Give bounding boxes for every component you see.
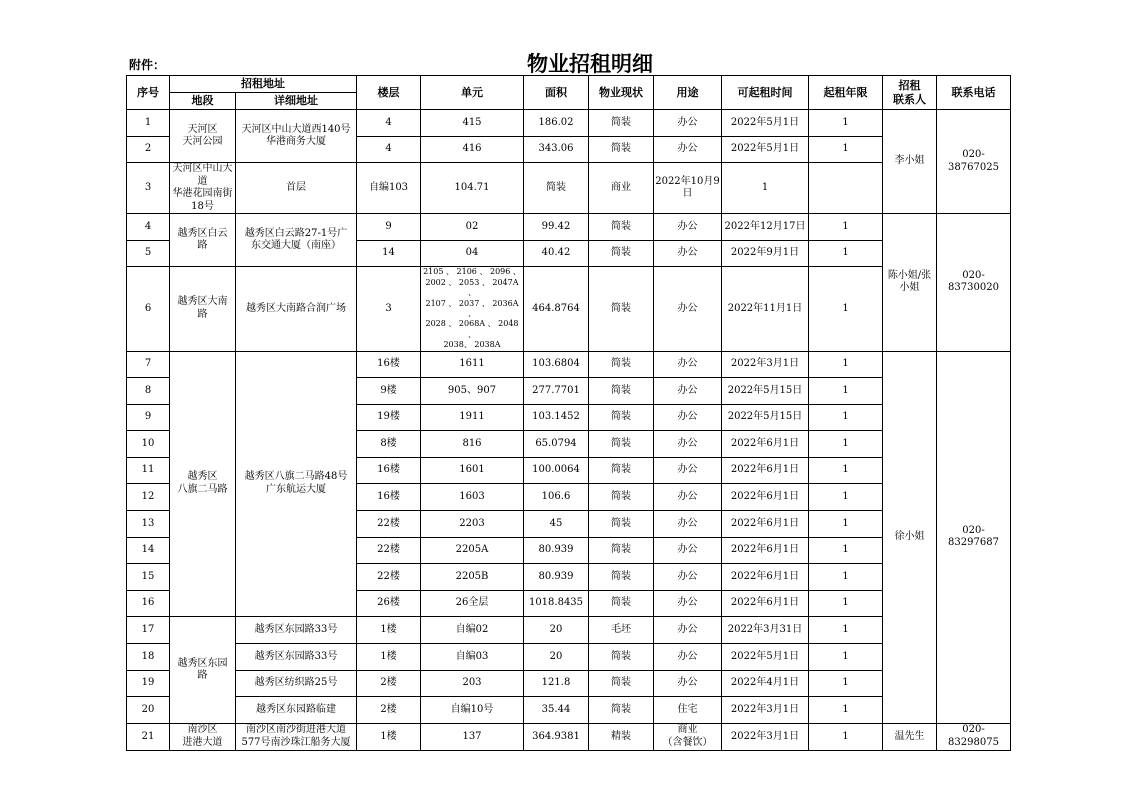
- cell-available-time: 2022年3月31日: [722, 617, 809, 644]
- cell-available-time: 2022年6月1日: [722, 590, 809, 617]
- cell-available-time: 2022年5月1日: [722, 644, 809, 671]
- cell-seq: 20: [127, 697, 170, 724]
- cell-unit: 1603: [421, 484, 524, 511]
- cell-unit: 816: [421, 431, 524, 458]
- cell-usage: 商业: [589, 163, 654, 214]
- cell-detail-address: 天河区中山大道 华港花园南街18号: [170, 163, 236, 214]
- cell-available-time: 2022年4月1日: [722, 670, 809, 697]
- table-row: [127, 163, 1011, 214]
- cell-floor: 22楼: [357, 564, 421, 591]
- cell-section: 越秀区东园 路: [170, 617, 236, 723]
- cell-min-years: 1: [809, 136, 883, 163]
- cell-available-time: 2022年12月17日: [722, 214, 809, 241]
- cell-detail-address: 越秀区东园路临建: [236, 697, 357, 724]
- cell-detail-address: 越秀区东园路33号: [236, 644, 357, 671]
- cell-area: 40.42: [524, 240, 589, 267]
- cell-status: 简装: [589, 404, 654, 431]
- cell-area: 45: [524, 511, 589, 538]
- cell-available-time: 2022年5月15日: [722, 404, 809, 431]
- cell-min-years: 1: [809, 484, 883, 511]
- cell-phone: 020-38767025: [937, 110, 1011, 214]
- cell-usage: 办公: [654, 136, 722, 163]
- cell-usage: 商业 （含餐饮）: [654, 723, 722, 750]
- cell-floor: 3: [357, 267, 421, 351]
- cell-min-years: 1: [809, 564, 883, 591]
- header-seq: 序号: [127, 76, 170, 110]
- cell-min-years: 1: [809, 723, 883, 750]
- cell-area: 464.8764: [524, 267, 589, 351]
- cell-area: 1018.8435: [524, 590, 589, 617]
- cell-usage: 办公: [654, 511, 722, 538]
- cell-unit: 2205B: [421, 564, 524, 591]
- cell-floor: 1楼: [357, 644, 421, 671]
- cell-status: 简装: [589, 670, 654, 697]
- cell-area: 186.02: [524, 110, 589, 137]
- cell-area: 104.71: [421, 163, 524, 214]
- cell-status: 简装: [589, 564, 654, 591]
- cell-min-years: 1: [809, 378, 883, 405]
- cell-min-years: 1: [809, 457, 883, 484]
- cell-contact: 李小姐: [883, 110, 937, 214]
- cell-usage: 住宅: [654, 697, 722, 724]
- cell-status: 简装: [589, 136, 654, 163]
- page-title: 物业招租明细: [527, 52, 653, 76]
- cell-unit: 自编10号: [421, 697, 524, 724]
- cell-min-years: 1: [809, 590, 883, 617]
- cell-usage: 办公: [654, 457, 722, 484]
- cell-seq: 12: [127, 484, 170, 511]
- cell-usage: 办公: [654, 404, 722, 431]
- cell-contact: 徐小姐: [883, 351, 937, 723]
- cell-detail-address: 越秀区八旗二马路48号 广东航运大厦: [236, 351, 357, 617]
- cell-floor: 14: [357, 240, 421, 267]
- cell-unit: 自编02: [421, 617, 524, 644]
- cell-status: 简装: [589, 590, 654, 617]
- cell-status: 毛坯: [589, 617, 654, 644]
- cell-min-years: 1: [809, 267, 883, 351]
- cell-status: 精装: [589, 723, 654, 750]
- cell-unit: 2105 、 2106 、 2096 、 2002 、 2053 、 2047A 、 2107 、 2037 、 2036A 、 2028 、 2068A 、 2048 、 2038、 2038A: [421, 267, 524, 351]
- cell-usage: 办公: [654, 590, 722, 617]
- cell-section: 越秀区大南 路: [170, 267, 236, 351]
- cell-floor: 4: [357, 110, 421, 137]
- cell-area: 80.939: [524, 564, 589, 591]
- header-usage: 用途: [654, 76, 722, 110]
- cell-usage: 办公: [654, 617, 722, 644]
- table-row: [127, 697, 1011, 724]
- cell-section: 南沙区 进港大道: [170, 723, 236, 750]
- cell-area: 106.6: [524, 484, 589, 511]
- cell-phone: 020-83298075: [937, 723, 1011, 750]
- cell-floor: 4: [357, 136, 421, 163]
- cell-unit: 1611: [421, 351, 524, 378]
- cell-phone: 020-83730020: [937, 214, 1011, 351]
- cell-area: 20: [524, 644, 589, 671]
- table-row: [127, 267, 1011, 351]
- cell-usage: 办公: [654, 240, 722, 267]
- cell-floor: 22楼: [357, 537, 421, 564]
- cell-usage: 办公: [654, 644, 722, 671]
- cell-available-time: 2022年3月1日: [722, 351, 809, 378]
- cell-floor: 22楼: [357, 511, 421, 538]
- table-row: [127, 617, 1011, 644]
- cell-area: 99.42: [524, 214, 589, 241]
- cell-section: 越秀区 八旗二马路: [170, 351, 236, 617]
- cell-available-time: 2022年6月1日: [722, 484, 809, 511]
- cell-floor: 1楼: [357, 723, 421, 750]
- cell-seq: 2: [127, 136, 170, 163]
- cell-seq: 18: [127, 644, 170, 671]
- cell-seq: 15: [127, 564, 170, 591]
- cell-unit: 26全层: [421, 590, 524, 617]
- cell-available-time: 2022年6月1日: [722, 431, 809, 458]
- cell-seq: 5: [127, 240, 170, 267]
- cell-available-time: 2022年5月1日: [722, 136, 809, 163]
- cell-available-time: 2022年6月1日: [722, 564, 809, 591]
- cell-min-years: 1: [809, 617, 883, 644]
- cell-status: 简装: [589, 537, 654, 564]
- cell-available-time: 2022年3月1日: [722, 697, 809, 724]
- cell-seq: 3: [127, 163, 170, 214]
- cell-usage: 办公: [654, 267, 722, 351]
- cell-unit: 2205A: [421, 537, 524, 564]
- table-body: [127, 110, 1011, 751]
- cell-available-time: 2022年6月1日: [722, 537, 809, 564]
- cell-unit: 1911: [421, 404, 524, 431]
- cell-status: 简装: [589, 240, 654, 267]
- cell-status: 简装: [589, 697, 654, 724]
- attachment-label: 附件：: [129, 58, 166, 72]
- header-area: 面积: [524, 76, 589, 110]
- cell-usage: 办公: [654, 110, 722, 137]
- cell-usage: 办公: [654, 537, 722, 564]
- cell-available-time: 2022年5月1日: [722, 110, 809, 137]
- cell-floor: 8楼: [357, 431, 421, 458]
- cell-phone: 020-83297687: [937, 351, 1011, 723]
- cell-available-time: 2022年5月15日: [722, 378, 809, 405]
- header-min-years: 起租年限: [809, 76, 883, 110]
- cell-contact: 陈小姐/张 小姐: [883, 214, 937, 351]
- cell-detail-address: 越秀区白云路27-1号广 东交通大厦（南座）: [236, 214, 357, 267]
- cell-status: 简装: [589, 511, 654, 538]
- table-row: [127, 723, 1011, 750]
- cell-unit: 203: [421, 670, 524, 697]
- header-floor: 楼层: [357, 76, 421, 110]
- cell-min-years: 1: [809, 214, 883, 241]
- rental-table: [126, 75, 1011, 751]
- cell-detail-address: 越秀区东园路33号: [236, 617, 357, 644]
- cell-seq: 1: [127, 110, 170, 137]
- cell-seq: 8: [127, 378, 170, 405]
- cell-seq: 9: [127, 404, 170, 431]
- cell-available-time: 2022年6月1日: [722, 511, 809, 538]
- cell-detail-address: 越秀区纺织路25号: [236, 670, 357, 697]
- cell-area: 20: [524, 617, 589, 644]
- header-section: 地段: [170, 93, 236, 110]
- table-row: [127, 644, 1011, 671]
- cell-detail-address: 南沙区南沙街进港大道 577号南沙珠江船务大厦: [236, 723, 357, 750]
- cell-min-years: 1: [809, 644, 883, 671]
- cell-min-years: 1: [809, 240, 883, 267]
- cell-seq: 6: [127, 267, 170, 351]
- cell-floor: 16楼: [357, 484, 421, 511]
- cell-seq: 21: [127, 723, 170, 750]
- cell-area: 80.939: [524, 537, 589, 564]
- table-row: [127, 214, 1011, 241]
- cell-seq: 10: [127, 431, 170, 458]
- cell-seq: 11: [127, 457, 170, 484]
- cell-floor: 9楼: [357, 378, 421, 405]
- cell-available-time: 2022年9月1日: [722, 240, 809, 267]
- cell-seq: 16: [127, 590, 170, 617]
- cell-seq: 19: [127, 670, 170, 697]
- cell-floor: 2楼: [357, 670, 421, 697]
- cell-floor: 16楼: [357, 351, 421, 378]
- cell-unit: 415: [421, 110, 524, 137]
- cell-status: 简装: [589, 378, 654, 405]
- cell-status: 简装: [589, 644, 654, 671]
- cell-floor: 2楼: [357, 697, 421, 724]
- cell-detail-address: 越秀区大南路合润广场: [236, 267, 357, 351]
- cell-unit: 905、907: [421, 378, 524, 405]
- cell-detail-address: 天河区中山大道西140号 华港商务大厦: [236, 110, 357, 163]
- cell-area: 35.44: [524, 697, 589, 724]
- cell-available-time: 2022年11月1日: [722, 267, 809, 351]
- cell-available-time: 2022年6月1日: [722, 457, 809, 484]
- header-available-time: 可起租时间: [722, 76, 809, 110]
- cell-status: 简装: [589, 457, 654, 484]
- table-row: [127, 110, 1011, 137]
- cell-status: 简装: [589, 267, 654, 351]
- header-contact: [883, 76, 937, 110]
- header-phone: 联系电话: [937, 76, 1011, 110]
- header-address-group: 招租地址: [170, 76, 357, 93]
- cell-floor: 19楼: [357, 404, 421, 431]
- cell-unit: 416: [421, 136, 524, 163]
- cell-status: 简装: [524, 163, 589, 214]
- cell-unit: 02: [421, 214, 524, 241]
- cell-status: 简装: [589, 351, 654, 378]
- cell-min-years: 1: [809, 110, 883, 137]
- header-detail-address: 详细地址: [236, 93, 357, 110]
- header-contact-line2: 联系人: [893, 92, 926, 106]
- cell-seq: 7: [127, 351, 170, 378]
- cell-area: 100.0064: [524, 457, 589, 484]
- cell-status: 简装: [589, 214, 654, 241]
- cell-floor: 首层: [236, 163, 357, 214]
- cell-unit: 137: [421, 723, 524, 750]
- cell-usage: 办公: [654, 214, 722, 241]
- cell-area: 103.1452: [524, 404, 589, 431]
- cell-status: 简装: [589, 484, 654, 511]
- cell-available-time: 2022年3月1日: [722, 723, 809, 750]
- cell-contact: 温先生: [883, 723, 937, 750]
- cell-seq: 13: [127, 511, 170, 538]
- cell-area: 364.9381: [524, 723, 589, 750]
- cell-floor: 9: [357, 214, 421, 241]
- cell-area: 343.06: [524, 136, 589, 163]
- cell-usage: 办公: [654, 484, 722, 511]
- cell-usage: 办公: [654, 351, 722, 378]
- cell-unit: 2203: [421, 511, 524, 538]
- cell-seq: 17: [127, 617, 170, 644]
- cell-min-years: 1: [809, 537, 883, 564]
- header-contact-line1: 招租: [898, 78, 921, 92]
- cell-floor: 1楼: [357, 617, 421, 644]
- table-row: [127, 670, 1011, 697]
- table-row: [127, 351, 1011, 378]
- cell-area: 277.7701: [524, 378, 589, 405]
- cell-min-years: 1: [809, 511, 883, 538]
- cell-section: 天河区 天河公园: [170, 110, 236, 163]
- cell-usage: 办公: [654, 564, 722, 591]
- cell-seq: 14: [127, 537, 170, 564]
- header-status: 物业现状: [589, 76, 654, 110]
- cell-unit: 自编103: [357, 163, 421, 214]
- cell-unit: 1601: [421, 457, 524, 484]
- cell-unit: 04: [421, 240, 524, 267]
- cell-area: 65.0794: [524, 431, 589, 458]
- cell-seq: 4: [127, 214, 170, 241]
- cell-usage: 办公: [654, 431, 722, 458]
- cell-min-years: 1: [809, 351, 883, 378]
- header-unit: 单元: [421, 76, 524, 110]
- cell-area: 121.8: [524, 670, 589, 697]
- cell-floor: 26楼: [357, 590, 421, 617]
- cell-available-time: 2022年10月9日: [654, 163, 722, 214]
- cell-min-years: 1: [809, 404, 883, 431]
- cell-min-years: 1: [809, 431, 883, 458]
- header-row: [127, 76, 1011, 93]
- cell-usage: 办公: [654, 670, 722, 697]
- cell-usage: 办公: [654, 378, 722, 405]
- cell-min-years: 1: [809, 697, 883, 724]
- cell-unit: 自编03: [421, 644, 524, 671]
- cell-area: 103.6804: [524, 351, 589, 378]
- cell-floor: 16楼: [357, 457, 421, 484]
- cell-min-years: 1: [722, 163, 809, 214]
- cell-min-years: 1: [809, 670, 883, 697]
- cell-status: 简装: [589, 431, 654, 458]
- cell-status: 简装: [589, 110, 654, 137]
- cell-section: 越秀区白云 路: [170, 214, 236, 267]
